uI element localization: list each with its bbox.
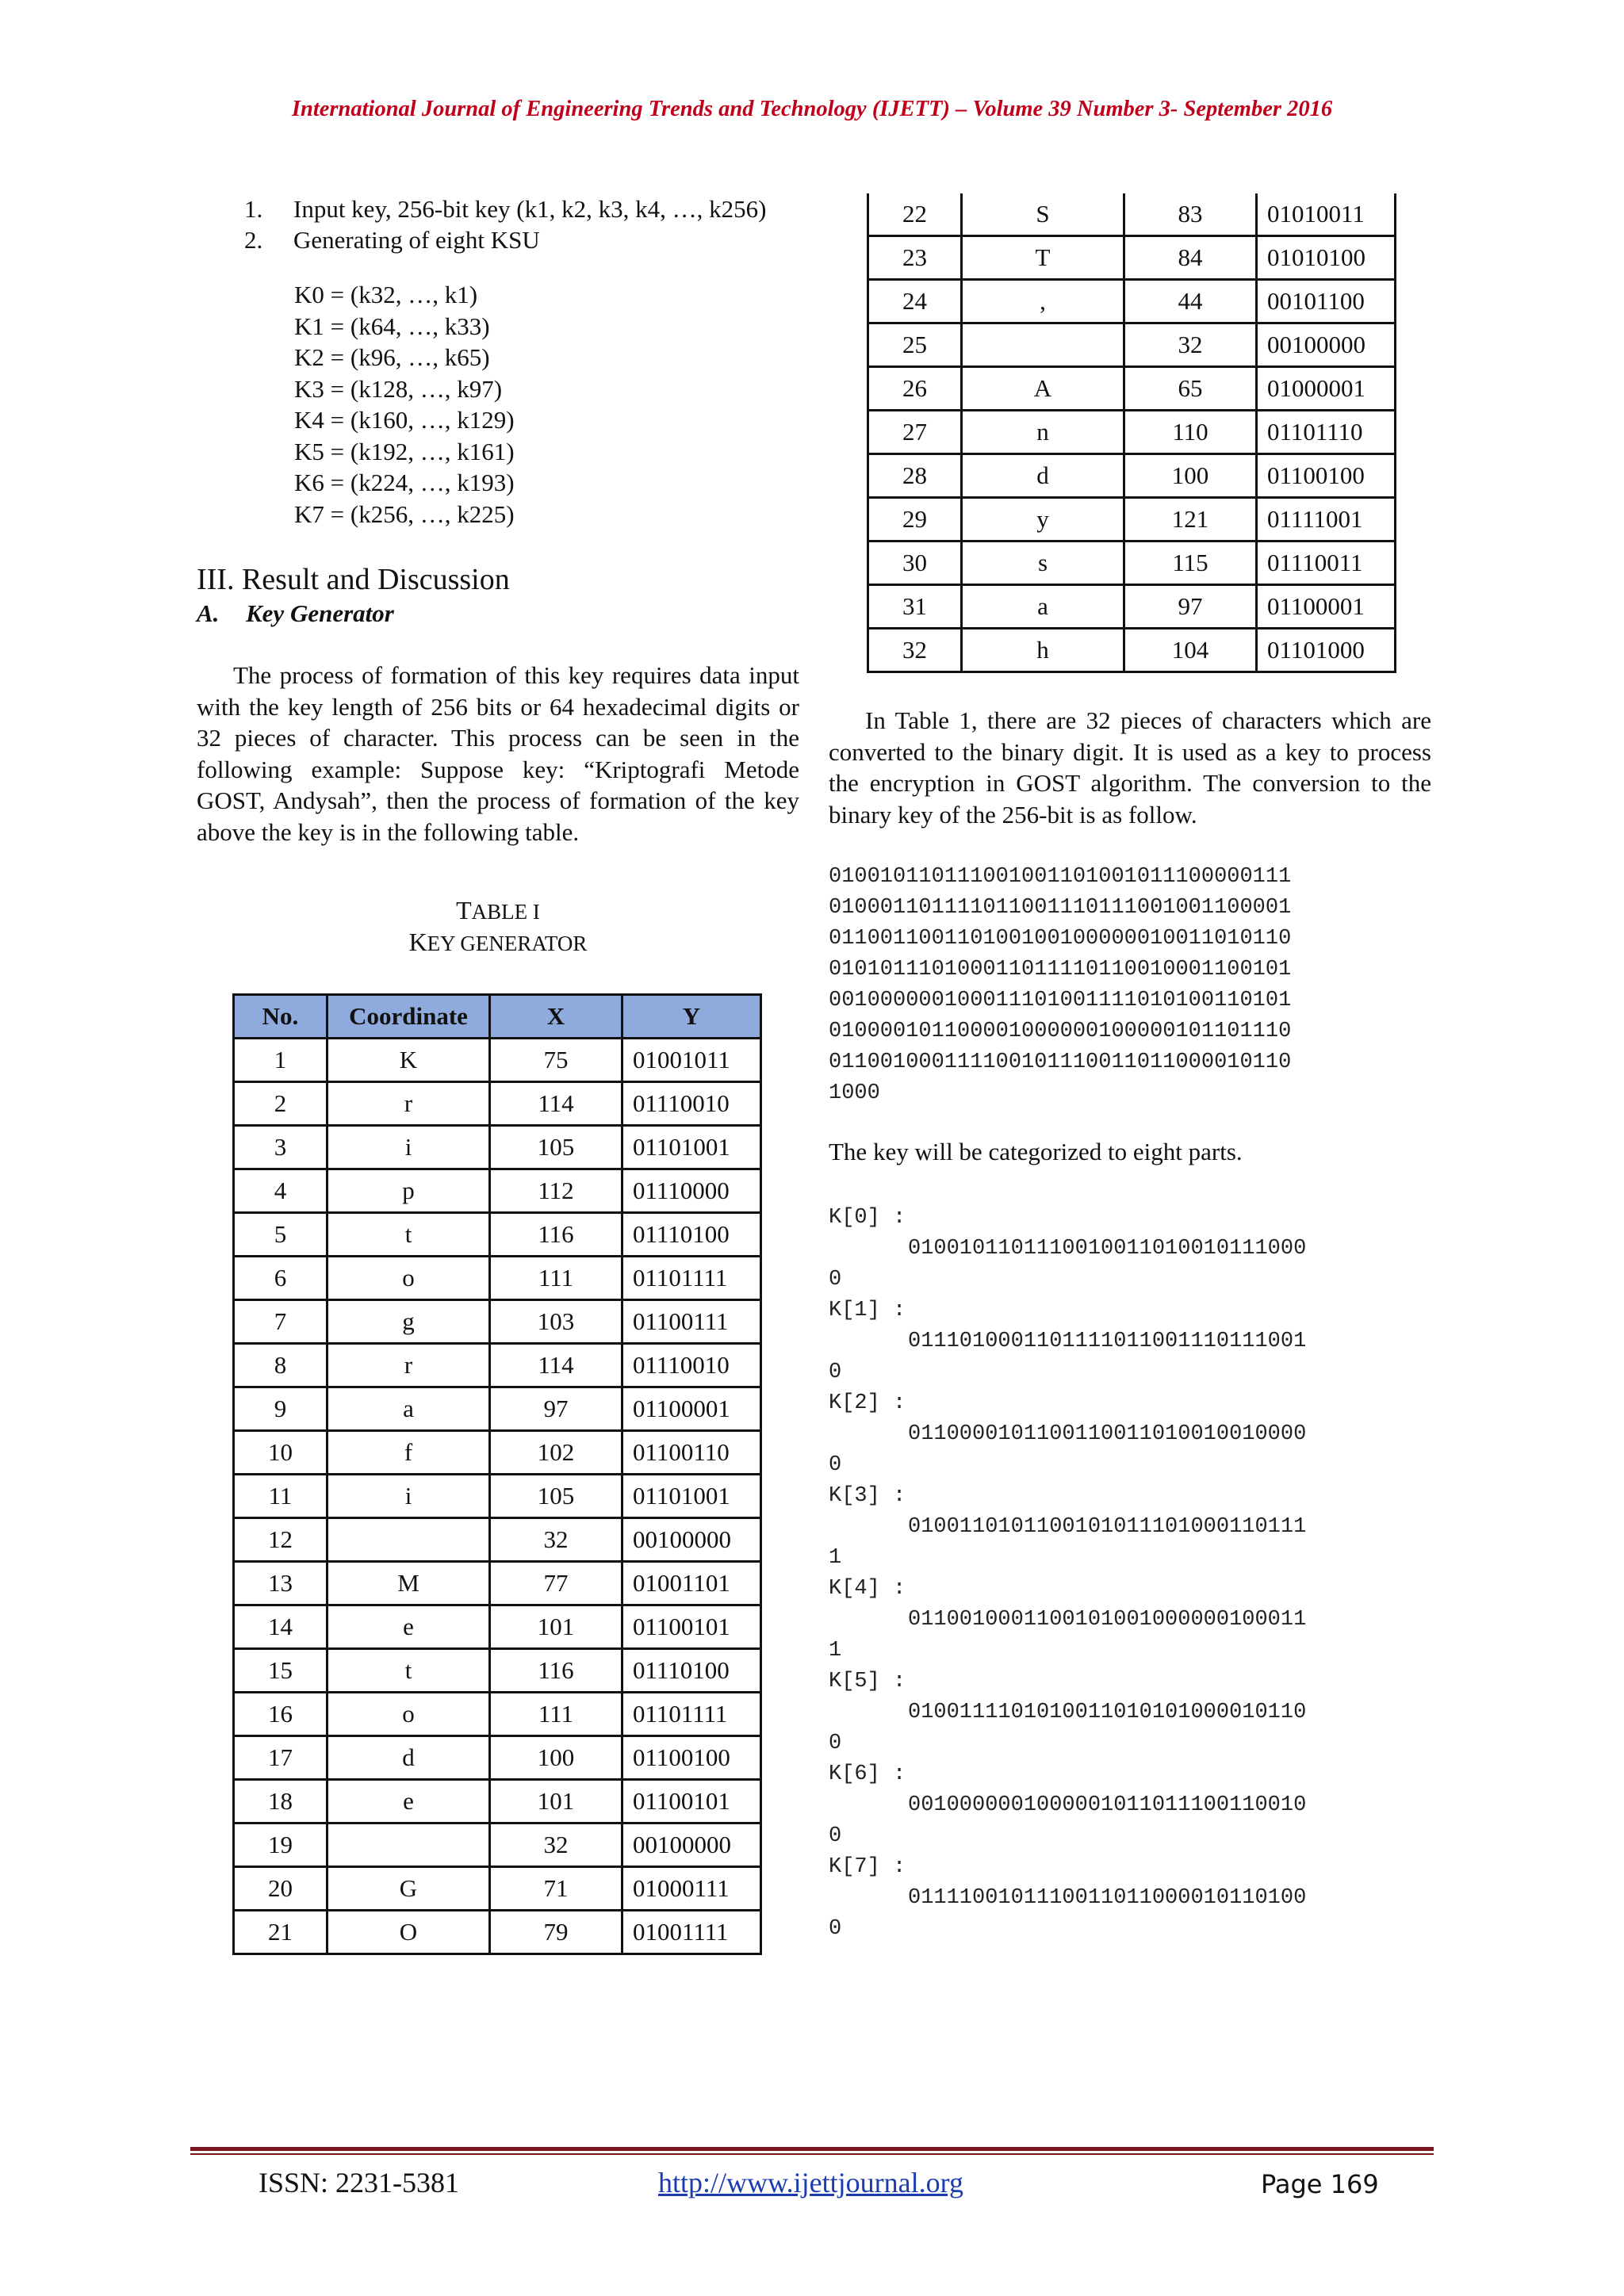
row-x: 79 <box>490 1911 622 1954</box>
key-generator-table-continued <box>867 193 1396 673</box>
table-row <box>234 1257 761 1300</box>
table-row <box>234 1605 761 1649</box>
subsection-title: Key Generator <box>246 599 394 627</box>
table-row <box>234 1039 761 1082</box>
subkey-def: K2 = (k96, …, k65) <box>294 343 490 371</box>
row-x: 97 <box>1124 585 1257 629</box>
row-x: 105 <box>490 1475 622 1518</box>
row-y: 01101000 <box>1257 629 1396 672</box>
caption-initial: T <box>456 896 472 924</box>
row-y: 01110100 <box>622 1213 761 1257</box>
header-no: No. <box>234 995 327 1039</box>
key-generator-table <box>232 993 762 1955</box>
key-part-value: 0111100101110011011000010110100 0 <box>829 1885 1307 1941</box>
row-x: 32 <box>490 1518 622 1562</box>
table-row <box>868 629 1396 672</box>
table-row <box>234 1431 761 1475</box>
row-y: 01100100 <box>1257 454 1396 498</box>
key-part-label: K[4] : <box>829 1576 906 1601</box>
row-x: 102 <box>490 1431 622 1475</box>
row-coordinate: a <box>962 585 1124 629</box>
row-y: 01111001 <box>1257 498 1396 541</box>
table-body <box>868 193 1396 672</box>
key-part-label: K[1] : <box>829 1298 906 1322</box>
row-x: 110 <box>1124 411 1257 454</box>
subkey-def: K4 = (k160, …, k129) <box>294 406 515 434</box>
row-coordinate: , <box>962 280 1124 323</box>
row-x: 71 <box>490 1867 622 1911</box>
row-number: 26 <box>868 367 962 411</box>
row-x: 75 <box>490 1039 622 1082</box>
row-number: 25 <box>868 323 962 367</box>
row-x: 104 <box>1124 629 1257 672</box>
row-number: 4 <box>234 1169 327 1213</box>
table-row <box>234 1780 761 1823</box>
header-coordinate: Coordinate <box>327 995 490 1039</box>
footer-rule <box>190 2153 1434 2155</box>
table-body <box>234 1039 761 1954</box>
row-y: 01110010 <box>622 1082 761 1126</box>
row-x: 115 <box>1124 541 1257 585</box>
section-title: III. Result and Discussion <box>197 563 510 596</box>
key-parts <box>829 1203 1431 1945</box>
row-x: 121 <box>1124 498 1257 541</box>
table-row <box>234 1562 761 1605</box>
row-y: 00101100 <box>1257 280 1396 323</box>
table-row <box>868 323 1396 367</box>
row-x: 32 <box>490 1823 622 1867</box>
table-row <box>868 280 1396 323</box>
list-item <box>197 193 799 224</box>
row-coordinate: d <box>962 454 1124 498</box>
subkey-definitions <box>294 279 799 530</box>
row-x: 111 <box>490 1693 622 1736</box>
row-x: 32 <box>1124 323 1257 367</box>
caption-text: ABLE I <box>471 900 540 924</box>
binary-key: 010010110111001001101001011100000111 010001101111011001110111001001100001 011001100110100100100000010011010110 010101110100011011110110010001100101 001000000100011101001111010100110101 010000101100001000000100000101101110 011001000111100101110011011000010110 1000 <box>829 865 1292 1105</box>
row-y: 01010011 <box>1257 193 1396 236</box>
row-coordinate: G <box>327 1867 490 1911</box>
row-y: 01100001 <box>1257 585 1396 629</box>
table-row <box>868 236 1396 280</box>
list-text: Generating of eight KSU <box>293 226 540 254</box>
subsection-letter: A. <box>197 599 220 627</box>
paragraph: In Table 1, there are 32 pieces of characters which are converted to the binary digit. It is used as a key to process the encryption in GOST algorithm. The conversion to the binary key of the 256-bit is as follow. <box>829 706 1431 828</box>
row-y: 01110000 <box>622 1169 761 1213</box>
row-x: 114 <box>490 1082 622 1126</box>
row-y: 01010100 <box>1257 236 1396 280</box>
row-coordinate: n <box>962 411 1124 454</box>
row-y: 01101111 <box>622 1693 761 1736</box>
row-y: 01101001 <box>622 1475 761 1518</box>
table-row <box>868 498 1396 541</box>
row-coordinate: S <box>962 193 1124 236</box>
key-part-value: 0010000001000001011011100110010 0 <box>829 1793 1307 1848</box>
row-y: 01001101 <box>622 1562 761 1605</box>
table-row <box>234 1126 761 1169</box>
row-x: 111 <box>490 1257 622 1300</box>
list-number: 1. <box>244 195 263 223</box>
row-number: 11 <box>234 1475 327 1518</box>
table-row <box>868 454 1396 498</box>
journal-link[interactable]: http://www.ijettjournal.org <box>658 2167 963 2198</box>
caption-text: EY GENERATOR <box>427 932 588 955</box>
key-part-value: 0100101101110010011010010111000 0 <box>829 1236 1307 1292</box>
key-part-label: K[3] : <box>829 1483 906 1508</box>
row-number: 12 <box>234 1518 327 1562</box>
table-row <box>234 1867 761 1911</box>
table-row <box>234 1387 761 1431</box>
list-number: 2. <box>244 226 263 254</box>
row-number: 16 <box>234 1693 327 1736</box>
table-row <box>234 1344 761 1387</box>
key-part-value: 0111010001101111011001110111001 0 <box>829 1329 1307 1384</box>
subkey-def: K3 = (k128, …, k97) <box>294 374 503 403</box>
row-coordinate: t <box>327 1649 490 1693</box>
table-row <box>234 1736 761 1780</box>
row-x: 116 <box>490 1213 622 1257</box>
row-y: 01100001 <box>622 1387 761 1431</box>
paragraph: The key will be categorized to eight parts. <box>829 1138 1243 1165</box>
row-number: 1 <box>234 1039 327 1082</box>
row-x: 65 <box>1124 367 1257 411</box>
header-y: Y <box>622 995 761 1039</box>
row-number: 10 <box>234 1431 327 1475</box>
table-row <box>234 1082 761 1126</box>
row-coordinate: r <box>327 1082 490 1126</box>
row-y: 01000001 <box>1257 367 1396 411</box>
row-x: 105 <box>490 1126 622 1169</box>
row-coordinate: O <box>327 1911 490 1954</box>
table-row <box>868 585 1396 629</box>
row-x: 101 <box>490 1780 622 1823</box>
row-coordinate: f <box>327 1431 490 1475</box>
row-y: 00100000 <box>622 1518 761 1562</box>
table-row <box>234 1213 761 1257</box>
row-number: 28 <box>868 454 962 498</box>
table-caption <box>197 895 799 959</box>
row-number: 32 <box>868 629 962 672</box>
row-coordinate: e <box>327 1780 490 1823</box>
row-y: 01100100 <box>622 1736 761 1780</box>
row-coordinate: y <box>962 498 1124 541</box>
row-x: 77 <box>490 1562 622 1605</box>
row-coordinate <box>962 323 1124 367</box>
row-number: 2 <box>234 1082 327 1126</box>
row-coordinate: o <box>327 1693 490 1736</box>
row-coordinate <box>327 1823 490 1867</box>
row-coordinate <box>327 1518 490 1562</box>
header-x: X <box>490 995 622 1039</box>
row-coordinate: d <box>327 1736 490 1780</box>
row-number: 23 <box>868 236 962 280</box>
row-number: 22 <box>868 193 962 236</box>
row-x: 100 <box>490 1736 622 1780</box>
row-number: 5 <box>234 1213 327 1257</box>
table-row <box>234 1911 761 1954</box>
row-coordinate: s <box>962 541 1124 585</box>
subkey-def: K7 = (k256, …, k225) <box>294 499 515 528</box>
table-row <box>234 1300 761 1344</box>
key-part-value: 0110010001100101001000000100011 1 <box>829 1607 1307 1663</box>
row-x: 84 <box>1124 236 1257 280</box>
table-row <box>234 1823 761 1867</box>
table-row <box>234 1518 761 1562</box>
row-y: 01101110 <box>1257 411 1396 454</box>
subkey-def: K5 = (k192, …, k161) <box>294 437 515 465</box>
row-x: 83 <box>1124 193 1257 236</box>
row-coordinate: i <box>327 1475 490 1518</box>
key-part-label: K[5] : <box>829 1669 906 1693</box>
row-y: 01100101 <box>622 1605 761 1649</box>
key-part-label: K[6] : <box>829 1762 906 1786</box>
row-coordinate: g <box>327 1300 490 1344</box>
key-part-label: K[2] : <box>829 1391 906 1415</box>
table-row <box>234 1649 761 1693</box>
row-coordinate: t <box>327 1213 490 1257</box>
row-coordinate: e <box>327 1605 490 1649</box>
journal-header: International Journal of Engineering Trends and Technology (IJETT) – Volume 39 Number 3- September 2016 <box>291 97 1333 121</box>
table-row <box>234 1475 761 1518</box>
key-part-value: 0110000101100110011010010010000 0 <box>829 1422 1307 1477</box>
table-row <box>868 367 1396 411</box>
row-number: 19 <box>234 1823 327 1867</box>
row-x: 100 <box>1124 454 1257 498</box>
page-number: Page 169 <box>1261 2169 1379 2199</box>
footer-rule <box>190 2147 1434 2151</box>
row-number: 27 <box>868 411 962 454</box>
key-part-value: 0100110101100101011101000110111 1 <box>829 1514 1307 1570</box>
row-y: 01001111 <box>622 1911 761 1954</box>
table-row <box>234 1693 761 1736</box>
row-coordinate: r <box>327 1344 490 1387</box>
row-y: 01110011 <box>1257 541 1396 585</box>
row-x: 116 <box>490 1649 622 1693</box>
row-y: 01101111 <box>622 1257 761 1300</box>
row-number: 20 <box>234 1867 327 1911</box>
row-x: 44 <box>1124 280 1257 323</box>
row-number: 3 <box>234 1126 327 1169</box>
table-header-row <box>234 995 761 1039</box>
row-number: 18 <box>234 1780 327 1823</box>
row-coordinate: K <box>327 1039 490 1082</box>
row-coordinate: o <box>327 1257 490 1300</box>
row-number: 24 <box>868 280 962 323</box>
row-y: 01110010 <box>622 1344 761 1387</box>
row-coordinate: h <box>962 629 1124 672</box>
table-row <box>868 193 1396 236</box>
subkey-def: K0 = (k32, …, k1) <box>294 281 478 308</box>
row-x: 97 <box>490 1387 622 1431</box>
row-x: 101 <box>490 1605 622 1649</box>
key-part-label: K[7] : <box>829 1854 906 1879</box>
key-part-label: K[0] : <box>829 1205 906 1230</box>
row-number: 29 <box>868 498 962 541</box>
row-number: 31 <box>868 585 962 629</box>
table-row <box>868 411 1396 454</box>
row-y: 01110100 <box>622 1649 761 1693</box>
right-column <box>829 193 1431 1945</box>
row-coordinate: a <box>327 1387 490 1431</box>
row-number: 21 <box>234 1911 327 1954</box>
row-y: 01000111 <box>622 1867 761 1911</box>
row-y: 01100101 <box>622 1780 761 1823</box>
left-column <box>197 193 799 1955</box>
subkey-def: K1 = (k64, …, k33) <box>294 312 490 340</box>
row-number: 6 <box>234 1257 327 1300</box>
row-number: 30 <box>868 541 962 585</box>
row-number: 17 <box>234 1736 327 1780</box>
row-y: 00100000 <box>622 1823 761 1867</box>
row-y: 00100000 <box>1257 323 1396 367</box>
list-item <box>197 224 799 255</box>
row-number: 7 <box>234 1300 327 1344</box>
row-y: 01001011 <box>622 1039 761 1082</box>
subsection-heading <box>197 599 799 628</box>
table-row <box>868 541 1396 585</box>
procedure-list <box>197 193 799 255</box>
key-part-value: 0100111101010011010101000010110 0 <box>829 1700 1307 1755</box>
row-x: 112 <box>490 1169 622 1213</box>
row-number: 9 <box>234 1387 327 1431</box>
row-number: 14 <box>234 1605 327 1649</box>
caption-initial: K <box>408 928 427 956</box>
row-y: 01100110 <box>622 1431 761 1475</box>
subkey-def: K6 = (k224, …, k193) <box>294 469 515 496</box>
row-number: 15 <box>234 1649 327 1693</box>
paragraph: The process of formation of this key requires data input with the key length of 256 bits or 64 hexadecimal digits or 32 pieces of character. This process can be seen in the following example: Suppose key: “Kriptografi Metode GOST, Andysah”, then the process of formation of the key above the key is in the following table. <box>197 661 799 846</box>
row-x: 103 <box>490 1300 622 1344</box>
row-coordinate: A <box>962 367 1124 411</box>
row-coordinate: T <box>962 236 1124 280</box>
list-text: Input key, 256-bit key (k1, k2, k3, k4, …, k256) <box>293 195 767 223</box>
row-y: 01101001 <box>622 1126 761 1169</box>
row-y: 01100111 <box>622 1300 761 1344</box>
row-coordinate: p <box>327 1169 490 1213</box>
issn: ISSN: 2231-5381 <box>259 2167 460 2198</box>
row-number: 8 <box>234 1344 327 1387</box>
row-number: 13 <box>234 1562 327 1605</box>
row-x: 114 <box>490 1344 622 1387</box>
row-coordinate: M <box>327 1562 490 1605</box>
row-coordinate: i <box>327 1126 490 1169</box>
table-row <box>234 1169 761 1213</box>
